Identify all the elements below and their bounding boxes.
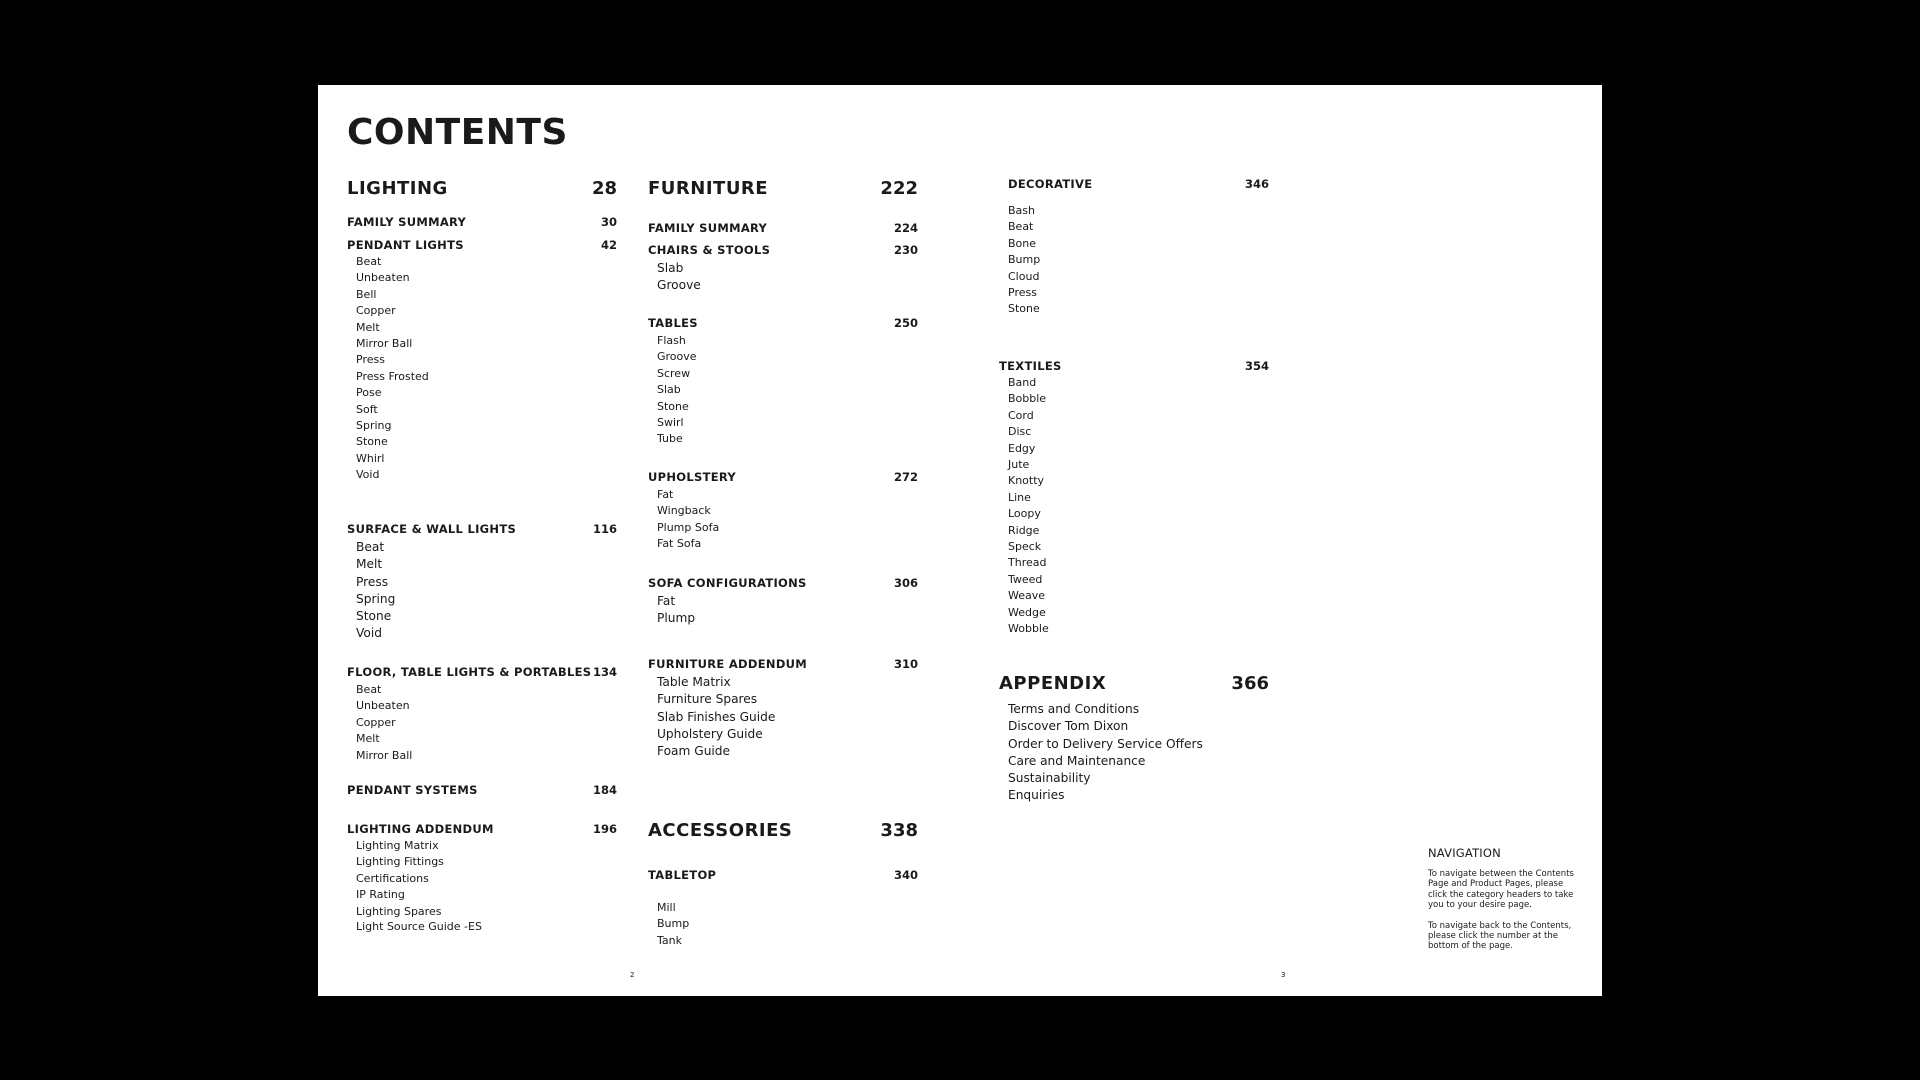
list-item[interactable]: Edgy bbox=[1008, 441, 1036, 455]
textiles-section bbox=[999, 359, 1269, 638]
list-item[interactable]: Beat bbox=[356, 683, 382, 696]
list-item[interactable]: Loopy bbox=[1008, 507, 1041, 521]
floor-table-list bbox=[347, 682, 617, 764]
surface-wall-header[interactable] bbox=[347, 522, 617, 536]
navigation-title: NAVIGATION bbox=[1428, 846, 1501, 860]
list-item[interactable]: Stone bbox=[657, 399, 689, 413]
furniture-addendum-header[interactable] bbox=[648, 657, 918, 671]
list-item[interactable]: Cloud bbox=[1008, 269, 1040, 283]
decorative-list bbox=[999, 203, 1269, 318]
chairs-stools-section bbox=[648, 243, 918, 295]
list-item[interactable]: Jute bbox=[1008, 458, 1030, 472]
list-item[interactable]: Void bbox=[356, 468, 380, 482]
section-label[interactable]: SOFA CONFIGURATIONS bbox=[648, 576, 807, 590]
list-item[interactable]: Beat bbox=[1008, 220, 1034, 234]
section-label[interactable]: TABLETOP bbox=[648, 868, 717, 882]
lighting-addendum-list bbox=[347, 838, 617, 933]
floor-table-section bbox=[347, 665, 617, 764]
list-item[interactable]: Wingback bbox=[657, 504, 711, 518]
section-label[interactable]: FLOOR, TABLE LIGHTS & PORTABLES bbox=[347, 665, 592, 679]
tabletop-list bbox=[648, 900, 918, 949]
list-item[interactable]: Sustainability bbox=[1008, 771, 1091, 786]
section-page[interactable]: 134 bbox=[592, 665, 617, 679]
appendix-section bbox=[999, 673, 1269, 805]
sofa-configurations-section bbox=[648, 576, 918, 628]
sofa-configurations-list bbox=[648, 593, 918, 628]
appendix-list bbox=[999, 701, 1269, 805]
accessories-column bbox=[648, 820, 918, 841]
list-item[interactable]: Press bbox=[1008, 286, 1037, 300]
list-item[interactable]: Wedge bbox=[1008, 605, 1046, 619]
list-item[interactable]: Mill bbox=[657, 901, 676, 914]
list-item[interactable]: Tube bbox=[657, 432, 683, 446]
list-item[interactable]: Fat bbox=[657, 594, 676, 608]
list-item[interactable]: Knotty bbox=[1008, 474, 1045, 488]
sofa-configurations-header[interactable] bbox=[648, 576, 918, 590]
lighting-column bbox=[347, 178, 617, 199]
section-label[interactable]: PENDANT LIGHTS bbox=[347, 238, 464, 252]
list-item[interactable]: Weave bbox=[1008, 589, 1046, 603]
appendix-page[interactable]: 366 bbox=[1231, 673, 1269, 694]
section-page[interactable]: 196 bbox=[592, 822, 617, 836]
list-item[interactable]: Melt bbox=[356, 732, 380, 746]
page-title: CONTENTS bbox=[347, 112, 568, 153]
list-item[interactable]: Press Frosted bbox=[356, 369, 429, 383]
list-item[interactable]: Bone bbox=[1008, 236, 1037, 250]
list-item[interactable]: IP Rating bbox=[356, 888, 405, 902]
list-item[interactable]: Void bbox=[356, 626, 382, 641]
textiles-header[interactable] bbox=[999, 359, 1269, 373]
section-label[interactable]: FAMILY SUMMARY bbox=[347, 215, 467, 229]
pendant-lights-list bbox=[347, 254, 617, 484]
tabletop-header[interactable] bbox=[648, 868, 918, 882]
section-page[interactable]: 340 bbox=[893, 868, 918, 882]
list-item[interactable]: Terms and Conditions bbox=[1008, 702, 1140, 716]
list-item[interactable]: Stone bbox=[356, 609, 392, 624]
pendant-systems-section[interactable] bbox=[347, 783, 617, 797]
accessories-page[interactable]: 338 bbox=[880, 820, 918, 841]
list-item[interactable]: Plump bbox=[657, 611, 696, 626]
list-item[interactable]: Light Source Guide -ES bbox=[356, 920, 482, 934]
tabletop-section bbox=[648, 868, 918, 949]
list-item[interactable]: Whirl bbox=[356, 451, 385, 465]
lighting-addendum-header[interactable] bbox=[347, 822, 617, 836]
list-item[interactable]: Care and Maintenance bbox=[1008, 753, 1146, 768]
list-item[interactable]: Screw bbox=[657, 366, 691, 380]
list-item[interactable]: Unbeaten bbox=[356, 271, 410, 285]
furniture-addendum-list bbox=[648, 674, 918, 760]
upholstery-section bbox=[648, 470, 918, 553]
list-item[interactable]: Slab Finishes Guide bbox=[657, 709, 776, 724]
navigation-text-1: To navigate between the Contents Page and Product Pages, please click the category headers to take you to your desire page. bbox=[1428, 869, 1574, 911]
list-item[interactable]: Bobble bbox=[1008, 392, 1047, 406]
pendant-lights-header[interactable] bbox=[347, 238, 617, 252]
lighting-header[interactable] bbox=[347, 178, 617, 199]
section-label[interactable]: DECORATIVE bbox=[1008, 177, 1093, 191]
list-item[interactable]: Foam Guide bbox=[657, 744, 731, 759]
tables-header[interactable] bbox=[648, 316, 918, 330]
list-item[interactable]: Enquiries bbox=[1008, 788, 1065, 803]
lighting-page[interactable]: 28 bbox=[591, 178, 617, 199]
navigation-text-2: To navigate back to the Contents, please click the number at the bottom of the page. bbox=[1428, 920, 1572, 952]
floor-table-header[interactable] bbox=[347, 665, 617, 679]
list-item[interactable]: Stone bbox=[1008, 302, 1040, 316]
list-item[interactable]: Bash bbox=[1008, 204, 1035, 217]
tables-list bbox=[648, 333, 918, 448]
list-item[interactable]: Cord bbox=[1008, 408, 1034, 422]
list-item[interactable]: Lighting Fittings bbox=[356, 855, 444, 869]
furniture-label[interactable]: FURNITURE bbox=[648, 178, 769, 199]
list-item[interactable]: Upholstery Guide bbox=[657, 726, 763, 741]
list-item[interactable]: Thread bbox=[1008, 556, 1047, 570]
lighting-addendum-section bbox=[347, 822, 617, 933]
list-item[interactable]: Beat bbox=[356, 540, 385, 554]
decorative-header[interactable] bbox=[1008, 177, 1269, 191]
chairs-stools-list bbox=[648, 260, 918, 295]
navigation-note bbox=[1428, 846, 1578, 952]
surface-wall-list bbox=[347, 539, 617, 643]
list-item[interactable]: Melt bbox=[356, 320, 380, 334]
list-item[interactable]: Flash bbox=[657, 334, 686, 347]
list-item[interactable]: Press bbox=[356, 574, 389, 589]
list-item[interactable]: Groove bbox=[657, 278, 701, 293]
section-page[interactable]: 250 bbox=[893, 316, 918, 330]
list-item[interactable]: Beat bbox=[356, 255, 382, 268]
chairs-stools-header[interactable] bbox=[648, 243, 918, 257]
section-page[interactable]: 42 bbox=[600, 238, 617, 252]
list-item[interactable]: Wobble bbox=[1008, 622, 1049, 636]
list-item[interactable]: Spring bbox=[356, 591, 396, 606]
section-label[interactable]: TABLES bbox=[648, 316, 698, 330]
list-item[interactable]: Melt bbox=[356, 557, 383, 572]
list-item[interactable]: Bump bbox=[657, 917, 690, 931]
accessories-label[interactable]: ACCESSORIES bbox=[648, 820, 793, 841]
furniture-page[interactable]: 222 bbox=[880, 178, 918, 199]
section-page[interactable]: 346 bbox=[1244, 177, 1269, 191]
furniture-column bbox=[648, 178, 918, 199]
list-item[interactable]: Band bbox=[1008, 376, 1037, 389]
list-item[interactable]: Copper bbox=[356, 304, 396, 318]
list-item[interactable]: Certifications bbox=[356, 871, 429, 885]
list-item[interactable]: Bell bbox=[356, 287, 377, 301]
list-item[interactable]: Unbeaten bbox=[356, 699, 410, 713]
accessories-header[interactable] bbox=[648, 820, 918, 841]
lighting-label[interactable]: LIGHTING bbox=[347, 178, 448, 199]
list-item[interactable]: Slab bbox=[657, 383, 681, 397]
list-item[interactable]: Order to Delivery Service Offers bbox=[1008, 736, 1203, 751]
list-item[interactable]: Stone bbox=[356, 435, 388, 449]
section-label[interactable]: CHAIRS & STOOLS bbox=[648, 243, 771, 257]
list-item[interactable]: Press bbox=[356, 353, 385, 367]
list-item[interactable]: Disc bbox=[1008, 425, 1032, 439]
appendix-header[interactable] bbox=[999, 673, 1269, 694]
list-item[interactable]: Speck bbox=[1008, 540, 1042, 554]
list-item[interactable]: Pose bbox=[356, 386, 382, 400]
furniture-family-summary[interactable] bbox=[648, 221, 918, 235]
list-item[interactable]: Copper bbox=[356, 715, 396, 729]
page-number-right[interactable]: 3 bbox=[1281, 971, 1286, 979]
list-item[interactable]: Swirl bbox=[657, 416, 684, 430]
list-item[interactable]: Discover Tom Dixon bbox=[1008, 719, 1129, 734]
list-item[interactable]: Bump bbox=[1008, 253, 1041, 267]
list-item[interactable]: Mirror Ball bbox=[356, 337, 413, 351]
section-label[interactable]: SURFACE & WALL LIGHTS bbox=[347, 522, 517, 536]
pendant-lights-section bbox=[347, 238, 617, 484]
section-page[interactable]: 184 bbox=[592, 783, 617, 797]
section-page[interactable]: 310 bbox=[893, 657, 918, 671]
section-page[interactable]: 306 bbox=[893, 576, 918, 590]
catalog-spread bbox=[318, 85, 1602, 996]
list-item[interactable]: Mirror Ball bbox=[356, 748, 413, 762]
list-item[interactable]: Slab bbox=[657, 261, 684, 275]
list-item[interactable]: Ridge bbox=[1008, 523, 1040, 537]
list-item[interactable]: Tank bbox=[657, 933, 682, 947]
upholstery-header[interactable] bbox=[648, 470, 918, 484]
list-item[interactable]: Line bbox=[1008, 490, 1031, 504]
furniture-addendum-section bbox=[648, 657, 918, 760]
section-label[interactable]: TEXTILES bbox=[999, 359, 1062, 373]
decorative-section bbox=[999, 177, 1269, 318]
list-item[interactable]: Soft bbox=[356, 402, 378, 416]
list-item[interactable]: Fat Sofa bbox=[657, 537, 702, 551]
list-item[interactable]: Tweed bbox=[1008, 572, 1043, 586]
section-label[interactable]: UPHOLSTERY bbox=[648, 470, 737, 484]
list-item[interactable]: Table Matrix bbox=[657, 675, 731, 689]
appendix-label[interactable]: APPENDIX bbox=[999, 673, 1107, 694]
list-item[interactable]: Plump Sofa bbox=[657, 520, 720, 534]
list-item[interactable]: Lighting Spares bbox=[356, 904, 442, 918]
section-label[interactable]: FAMILY SUMMARY bbox=[648, 221, 768, 235]
section-page[interactable]: 230 bbox=[893, 243, 918, 257]
section-page[interactable]: 116 bbox=[592, 522, 617, 536]
furniture-header[interactable] bbox=[648, 178, 918, 199]
section-page[interactable]: 30 bbox=[600, 215, 617, 229]
page-number-left[interactable]: 2 bbox=[630, 971, 635, 979]
list-item[interactable]: Lighting Matrix bbox=[356, 839, 439, 852]
list-item[interactable]: Spring bbox=[356, 419, 392, 433]
section-page[interactable]: 354 bbox=[1244, 359, 1269, 373]
tables-section bbox=[648, 316, 918, 448]
list-item[interactable]: Furniture Spares bbox=[657, 692, 758, 707]
list-item[interactable]: Groove bbox=[657, 350, 697, 364]
upholstery-list bbox=[648, 487, 918, 553]
section-label[interactable]: LIGHTING ADDENDUM bbox=[347, 822, 494, 836]
section-label[interactable]: PENDANT SYSTEMS bbox=[347, 783, 478, 797]
section-page[interactable]: 272 bbox=[893, 470, 918, 484]
list-item[interactable]: Fat bbox=[657, 488, 674, 501]
surface-wall-section bbox=[347, 522, 617, 643]
lighting-family-summary[interactable] bbox=[347, 215, 617, 229]
section-label[interactable]: FURNITURE ADDENDUM bbox=[648, 657, 808, 671]
textiles-list bbox=[999, 375, 1269, 638]
section-page[interactable]: 224 bbox=[893, 221, 918, 235]
